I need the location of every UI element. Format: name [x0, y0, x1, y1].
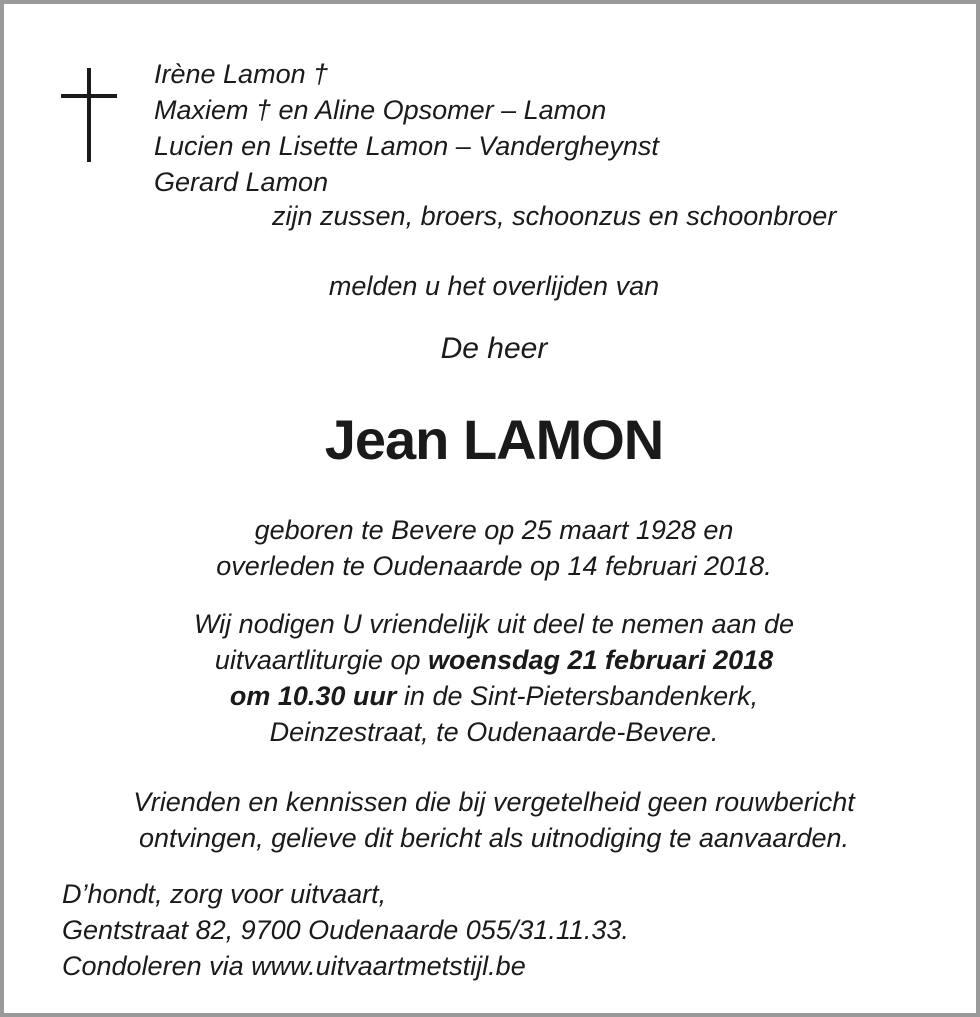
funeral-time: om 10.30 uur [229, 681, 397, 711]
note-line: Vrienden en kennissen die bij vergetelheid geen rouwbericht [133, 787, 855, 817]
family-member: Gerard Lamon [154, 167, 329, 197]
birth-line: geboren te Bevere op 25 maart 1928 en [254, 515, 734, 545]
funeral-invitation [4, 606, 980, 750]
family-relation: zijn zussen, broers, schoonzus en schoonbroer [272, 201, 837, 231]
death-line: overleden te Oudenaarde op 14 februari 2018. [216, 551, 772, 581]
funeral-date: woensdag 21 februari 2018 [427, 645, 774, 675]
family-list [154, 56, 659, 200]
condolence-link[interactable]: Condoleren via www.uitvaartmetstijl.be [62, 951, 526, 981]
invitation-line [4, 678, 980, 714]
funeral-home-name: D’hondt, zorg voor uitvaart, [62, 879, 387, 909]
invitation-text: in de Sint-Pietersbandenkerk, [396, 681, 759, 711]
invitation-text: uitvaartliturgie op [214, 645, 428, 675]
funeral-home-info [62, 876, 629, 984]
family-member: Irène Lamon † [154, 59, 329, 89]
family-member: Lucien en Lisette Lamon – Vandergheynst [154, 131, 659, 161]
invitation-line: Wij nodigen U vriendelijk uit deel te nemen aan de [193, 609, 795, 639]
deceased-name: Jean LAMON [324, 408, 664, 471]
invitation-note [4, 784, 980, 856]
cross-icon [61, 68, 117, 162]
funeral-home-address: Gentstraat 82, 9700 Oudenaarde 055/31.11.33. [62, 915, 629, 945]
invitation-line [4, 642, 980, 678]
invitation-line: Deinzestraat, te Oudenaarde-Bevere. [269, 717, 719, 747]
life-dates [4, 512, 980, 584]
deceased-title: De heer [440, 332, 548, 365]
note-line: ontvingen, gelieve dit bericht als uitnodiging te aanvaarden. [139, 823, 849, 853]
announcement: melden u het overlijden van [328, 271, 660, 301]
family-member: Maxiem † en Aline Opsomer – Lamon [154, 95, 607, 125]
